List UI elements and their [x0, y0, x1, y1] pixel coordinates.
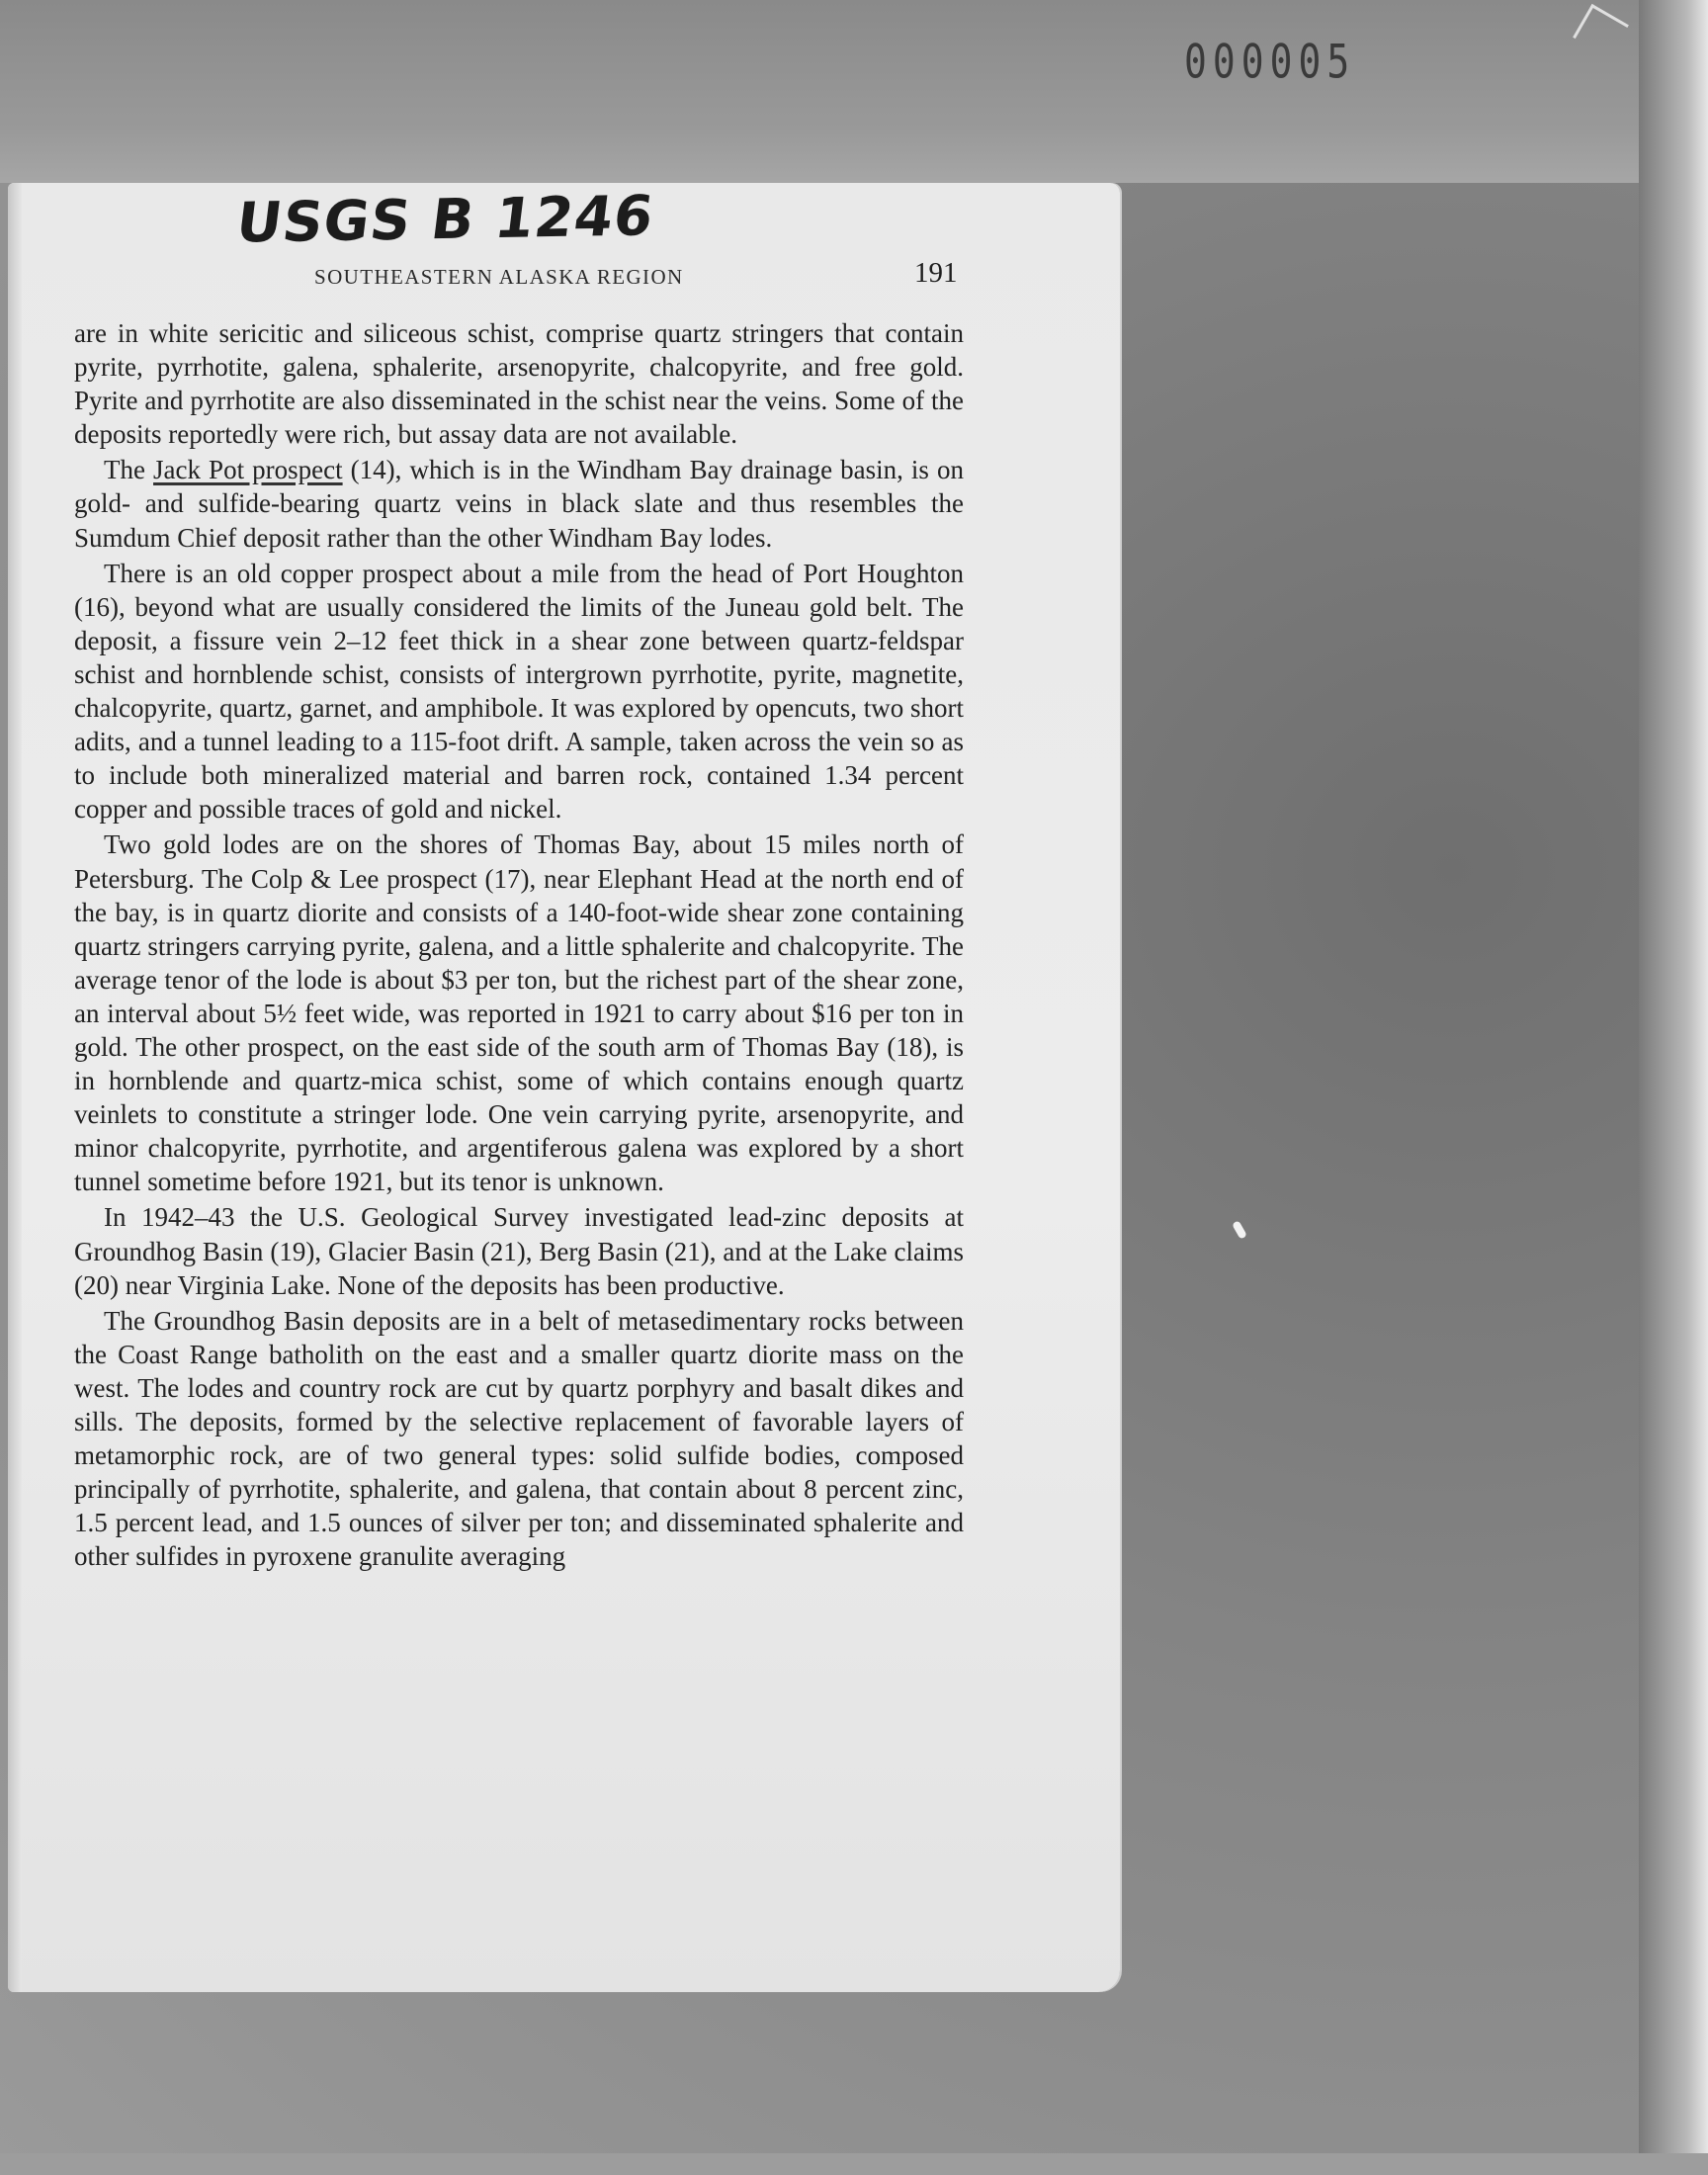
handwritten-note: USGS B 1246 [232, 184, 658, 256]
paragraph-3-text: There is an old copper prospect about a mile from the head of Port Houghton (16), beyond what are usually considered the limits of the Juneau gold belt. The deposit, a fissure vein 2–12 feet thick in a shear zone between quartz-feldspar schist and hornblende schist, consists of intergrown pyrrhotite, pyrite, magnetite, chalcopyrite, quartz, garnet, and amphibole. It was explored by opencuts, two short adits, and a tunnel leading to a 115-foot drift. A sample, taken across the vein so as to include both mineralized material and barren rock, contained 1.34 percent copper and possible traces of gold and nickel. [74, 558, 964, 825]
paragraph-2-lead: The [104, 455, 154, 485]
paragraph-6 [74, 1304, 964, 1574]
paragraph-1 [74, 316, 964, 451]
stamp-number: 000005 [1184, 34, 1356, 89]
scan-bottom-strip [0, 2153, 1708, 2175]
paragraph-2 [74, 453, 964, 554]
scan-right-edge [1639, 0, 1708, 2175]
paragraph-2-text: (14), which is in the Windham Bay drainage basin, is on gold- and sulfide-bearing quartz veins in black slate and thus resembles the Sumdum Chief deposit rather than the other Windham Bay lodes. [74, 455, 964, 553]
running-head: SOUTHEASTERN ALASKA REGION [314, 265, 684, 289]
paragraph-4-text: Two gold lodes are on the shores of Thomas Bay, about 15 miles north of Petersburg. The Colp & Lee prospect (17), near Elephant Head at the north end of the bay, is in quartz diorite and consists of a 140-foot-wide shear zone containing quartz stringers carrying pyrite, galena, and a little sphalerite and chalcopyrite. The average tenor of the lode is about $3 per ton, but the richest part of the shear zone, an interval about 5½ feet wide, was reported in 1921 to carry about $16 per ton in gold. The other prospect, on the east side of the south arm of Thomas Bay (18), is in hornblende and quartz-mica schist, some of which contains enough quartz veinlets to constitute a stringer lode. One vein carrying pyrite, arsenopyrite, and minor chalcopyrite, pyrrhotite, and argentiferous galena was explored by a short tunnel sometime before 1921, but its tenor is unknown. [74, 829, 964, 1197]
paragraph-5-text: In 1942–43 the U.S. Geological Survey investigated lead-zinc deposits at Groundhog Basin (19), Glacier Basin (21), Berg Basin (21), and at the Lake claims (20) near Virginia Lake. None of the deposits has been productive. [74, 1202, 964, 1300]
paragraph-4 [74, 827, 964, 1198]
scan-top-strip [0, 0, 1708, 183]
paragraph-5 [74, 1200, 964, 1301]
paragraph-1-text: are in white sericitic and siliceous schist, comprise quartz stringers that contain pyrite, pyrrhotite, galena, sphalerite, arsenopyrite, chalcopyrite, and free gold. Pyrite and pyrrhotite are also disseminated in the schist near the veins. Some of the deposits reportedly were rich, but assay data are not available. [74, 318, 964, 450]
page-number: 191 [914, 257, 958, 289]
underlined-prospect-name: Jack Pot prospect [153, 455, 343, 485]
body-text [74, 316, 964, 1575]
paragraph-3 [74, 557, 964, 826]
paragraph-6-text: The Groundhog Basin deposits are in a belt of metasedimentary rocks between the Coast Range batholith on the east and a smaller quartz diorite mass on the west. The lodes and country rock are cut by quartz porphyry and basalt dikes and sills. The deposits, formed by the selective replacement of favorable layers of metamorphic rock, are of two general types: solid sulfide bodies, composed principally of pyrrhotite, sphalerite, and galena, that contain about 8 percent zinc, 1.5 percent lead, and 1.5 ounces of silver per ton; and disseminated sphalerite and other sulfides in pyroxene granulite averaging [74, 1305, 964, 1572]
